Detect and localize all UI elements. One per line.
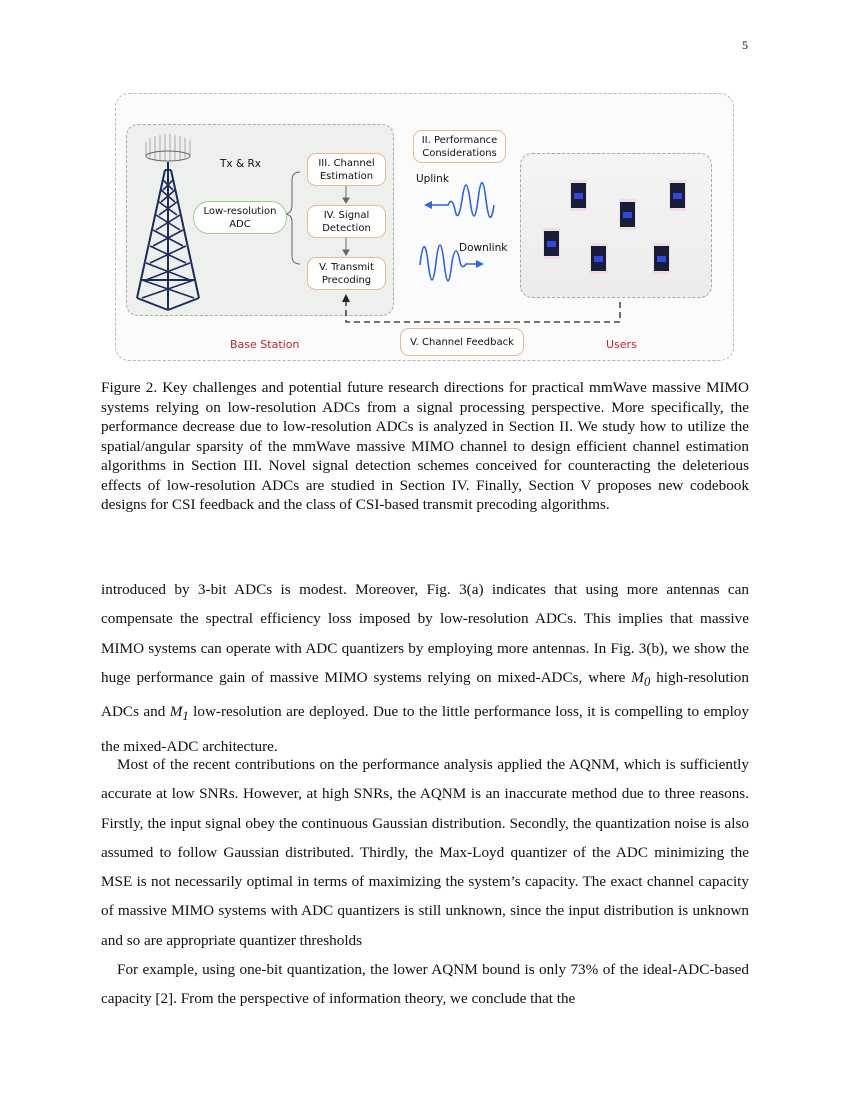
page-number: 5	[742, 38, 748, 52]
body-paragraph: Most of the recent contributions on the performance analysis applied the AQNM, which is sufficiently accurate at low SNRs. However, at high SNRs, the AQNM is an inaccurate method due to three reasons. Firstly, the input signal obey the continuous Gaussian distribution. Secondly, the quantization noise is also assumed to follow Gaussian distributed. Thirdly, the Max-Loyd quantizer of the ADC minimizing the MSE is not necessarily optimal in terms of maximizing the system’s capacity. The exact channel capacity of massive MIMO systems with ADC quantizers is still unknown, since the input distribution is unknown and so are appropriate quantizer thresholds	[101, 756, 749, 949]
transmit-precoding-node: V. Transmit Precoding	[307, 257, 386, 290]
low-resolution-adc-node: Low-resolution ADC	[193, 201, 287, 234]
base-station-label: Base Station	[230, 338, 300, 351]
body-paragraph: introduced by 3-bit ADCs is modest. Moreover, Fig. 3(a) indicates that using more antennas can compensate the spectral efficiency loss imposed by low-resolution ADCs. This implies that massive MIMO systems can operate with ADC quantizers by employing more antennas. In Fig. 3(b), we show the huge performance gain of massive MIMO systems relying on mixed-ADCs, where $M_0$ high-resolution ADCs and $M_1$ low-resolution are deployed. Due to the little performance loss, it is compelling to employ the mixed-ADC architecture.	[101, 581, 749, 755]
users-label: Users	[606, 338, 637, 351]
tx-rx-label: Tx & Rx	[220, 158, 262, 170]
math-m0: $M_0$	[631, 668, 651, 689]
uplink-label: Uplink	[416, 173, 449, 185]
math-m1: $M_1$	[169, 703, 189, 724]
channel-estimation-node: III. Channel Estimation	[307, 153, 386, 186]
users-panel	[520, 153, 712, 298]
channel-feedback-node: V. Channel Feedback	[400, 328, 524, 356]
signal-detection-node: IV. Signal Detection	[307, 205, 386, 238]
performance-considerations-node: II. Performance Considerations	[413, 130, 506, 163]
percentage-value: 73%	[570, 961, 599, 978]
downlink-label: Downlink	[459, 242, 508, 254]
body-paragraph: For example, using one-bit quantization, the lower AQNM bound is only 73% of the ideal-ADC-based capacity [2]. From the perspective of information theory, we conclude that the	[101, 961, 750, 1008]
figure-caption: Figure 2. Key challenges and potential future research directions for practical mmWave massive MIMO systems relying on low-resolution ADCs from a signal processing perspective. More specifically, the performance decrease due to low-resolution ADCs is analyzed in Section II. We study how to utilize the spatial/angular sparsity of the mmWave massive MIMO channel to design efficient channel estimation algorithms in Section III. Novel signal detection schemes conceived for counteracting the deleterious effects of low-resolution ADCs are studied in Section IV. Finally, Section V proposes new codebook designs for CSI feedback and the class of CSI-based transmit precoding algorithms.	[101, 379, 749, 513]
